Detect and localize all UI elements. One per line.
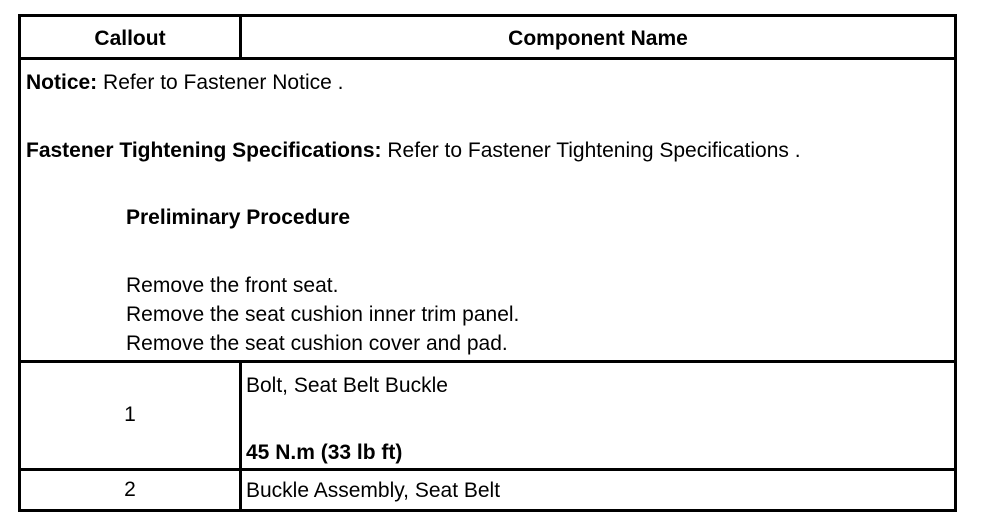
procedure-step: Remove the seat cushion cover and pad.	[126, 332, 508, 355]
fastener-spec-label: Fastener Tightening Specifications:	[26, 139, 382, 162]
procedure-step: Remove the front seat.	[126, 274, 339, 297]
row-2-component-name: Buckle Assembly, Seat Belt	[246, 479, 501, 502]
procedure-step: Remove the seat cushion inner trim panel.	[126, 303, 520, 326]
header-divider	[239, 17, 242, 60]
notice-line	[26, 71, 343, 95]
header-bottom-rule	[21, 57, 954, 60]
row-divider	[239, 468, 242, 512]
row-1-torque-spec: 45 N.m (33 lb ft)	[246, 441, 403, 464]
row-2-callout: 2	[124, 478, 136, 501]
header-callout: Callout	[94, 26, 166, 50]
row-divider	[239, 360, 242, 470]
fastener-spec-text: Refer to Fastener Tightening Specifications .	[381, 139, 801, 162]
header-component-name: Component Name	[508, 26, 688, 50]
row-1-component-name: Bolt, Seat Belt Buckle	[246, 374, 448, 397]
preliminary-procedure-heading: Preliminary Procedure	[126, 206, 351, 229]
component-table	[18, 14, 957, 512]
notice-label: Notice:	[26, 71, 98, 94]
notice-text: Refer to Fastener Notice .	[97, 71, 344, 94]
row-1-callout: 1	[124, 403, 136, 426]
fastener-spec-line	[26, 139, 801, 163]
